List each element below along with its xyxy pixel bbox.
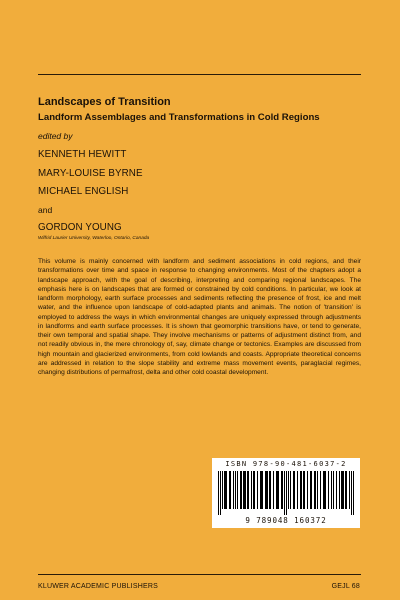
bottom-divider [38, 574, 361, 575]
top-divider [38, 74, 361, 75]
book-description: This volume is mainly concerned with landform and sediment associations in cold regions, and their transformations over time and space in response to changing environments. Most of the chapters adopt a landscape approach, with the goal of describing, interpreting and comparing regional landscapes. The emphasis here is on landscapes that are formed or constrained by cold conditions. In particular, we look at landform morphology, earth surface processes and sediments reflecting the presence of frost, ice and melt water, and the influence upon landscape of cold-adapted plants and animals. The notion of 'transition' is employed to address the ways in which environmental changes are uniquely expressed through adjustments in landforms and earth surface processes. It is shown that geomorphic transitions have, or tend to generate, their own temporal and spatial shape. They involve mechanisms or patterns of adjustment distinct from, and not readily obvious in, the mere chronology of, say, climate change or tectonics. Examples are discussed from high mountain and glacierized environments, from cold lowlands and coasts. Appropriate theoretical concerns are addressed in relation to the slope stability and extreme mass movement events, paraglacial regimes, changing distributions of permafrost, delta and other cold coastal development. [38, 258, 361, 376]
barcode-bars [218, 471, 354, 515]
editor-name: MICHAEL ENGLISH [38, 186, 129, 197]
and-label: and [38, 205, 53, 215]
editor-name: GORDON YOUNG [38, 222, 122, 233]
barcode-digits: 9 789048 160372 [245, 516, 327, 525]
publisher-name: KLUWER ACADEMIC PUBLISHERS [38, 583, 158, 590]
isbn-label: ISBN 978-90-481-6037-2 [225, 460, 347, 468]
editor-name: KENNETH HEWITT [38, 149, 127, 160]
series-code: GEJL 68 [331, 583, 360, 590]
book-subtitle: Landform Assemblages and Transformations in Cold Regions [38, 112, 320, 123]
book-title: Landscapes of Transition [38, 96, 171, 108]
editor-affiliation: Wilfrid Laurier University, Waterloo, Ontario, Canada [38, 236, 150, 241]
edited-by-label: edited by [38, 131, 73, 141]
isbn-barcode [212, 458, 360, 528]
editor-name: MARY-LOUISE BYRNE [38, 168, 143, 179]
